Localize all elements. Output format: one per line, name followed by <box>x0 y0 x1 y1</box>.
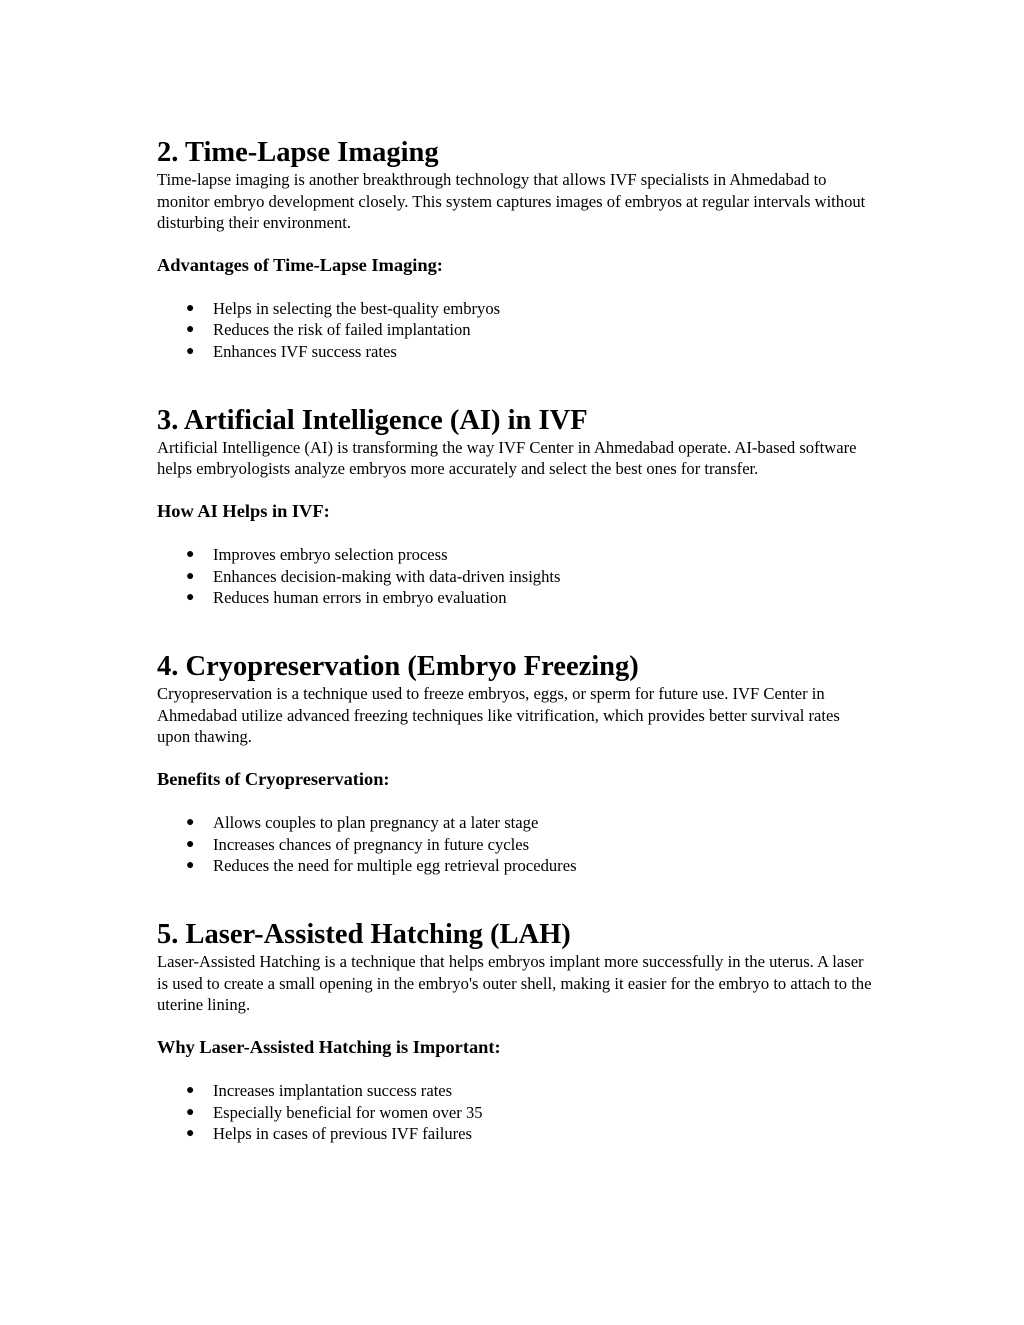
list-item <box>186 1080 872 1102</box>
section-paragraph: Time-lapse imaging is another breakthrough technology that allows IVF specialists in Ahmedabad to monitor embryo development closely. This system captures images of embryos at regular intervals without disturbing their environment. <box>157 170 866 233</box>
list-item-text: Increases chances of pregnancy in future cycles <box>213 834 530 854</box>
list-item <box>186 587 872 609</box>
list-item <box>186 298 872 320</box>
bullet-list <box>157 544 872 609</box>
section-heading: 4. Cryopreservation (Embryo Freezing) <box>157 651 639 683</box>
bullet-icon: ● <box>186 590 195 606</box>
list-item-text: Reduces the need for multiple egg retrieval procedures <box>213 856 577 876</box>
list-item <box>186 855 872 877</box>
list-item <box>186 812 872 834</box>
bullet-icon: ● <box>186 322 195 338</box>
list-item-text: Especially beneficial for women over 35 <box>213 1102 483 1122</box>
section-artificial-intelligence <box>157 404 872 609</box>
section-subheading: Advantages of Time-Lapse Imaging: <box>157 254 443 275</box>
bullet-icon: ● <box>186 836 195 852</box>
section-time-lapse-imaging <box>157 136 872 363</box>
section-paragraph: Artificial Intelligence (AI) is transforming the way IVF Center in Ahmedabad operate. AI-based software helps embryologists analyze embryos more accurately and select the best ones for transfer. <box>157 437 857 479</box>
bullet-list <box>157 298 872 363</box>
bullet-icon: ● <box>186 1126 195 1142</box>
section-cryopreservation <box>157 650 872 877</box>
section-subheading: How AI Helps in IVF: <box>157 501 330 522</box>
list-item <box>186 319 872 341</box>
list-item <box>186 566 872 588</box>
section-heading: 3. Artificial Intelligence (AI) in IVF <box>157 404 588 436</box>
bullet-icon: ● <box>186 568 195 584</box>
list-item <box>186 834 872 856</box>
section-paragraph: Cryopreservation is a technique used to freeze embryos, eggs, or sperm for future use. IVF Center in Ahmedabad utilize advanced freezing techniques like vitrification, which provides better survival rates upon thawing. <box>157 684 840 747</box>
bullet-icon: ● <box>186 300 195 316</box>
section-subheading: Benefits of Cryopreservation: <box>157 768 390 789</box>
section-laser-assisted-hatching <box>157 918 872 1145</box>
list-item <box>186 1102 872 1124</box>
list-item-text: Helps in selecting the best-quality embryos <box>213 298 501 318</box>
list-item-text: Reduces human errors in embryo evaluation <box>213 588 507 608</box>
list-item <box>186 341 872 363</box>
list-item <box>186 544 872 566</box>
list-item-text: Increases implantation success rates <box>213 1080 453 1100</box>
bullet-icon: ● <box>186 1104 195 1120</box>
section-subheading: Why Laser-Assisted Hatching is Important: <box>157 1036 501 1057</box>
list-item-text: Reduces the risk of failed implantation <box>213 320 471 340</box>
list-item-text: Enhances IVF success rates <box>213 342 397 362</box>
list-item-text: Helps in cases of previous IVF failures <box>213 1124 472 1144</box>
list-item <box>186 1123 872 1145</box>
section-heading: 5. Laser-Assisted Hatching (LAH) <box>157 919 571 951</box>
bullet-icon: ● <box>186 1082 195 1098</box>
section-heading: 2. Time-Lapse Imaging <box>157 137 439 168</box>
bullet-icon: ● <box>186 547 195 563</box>
list-item-text: Allows couples to plan pregnancy at a later stage <box>213 812 539 832</box>
bullet-list <box>157 1080 872 1145</box>
bullet-icon: ● <box>186 344 195 360</box>
bullet-icon: ● <box>186 814 195 830</box>
document-page <box>157 136 872 1145</box>
list-item-text: Improves embryo selection process <box>213 545 448 565</box>
section-paragraph: Laser-Assisted Hatching is a technique that helps embryos implant more successfully in the uterus. A laser is used to create a small opening in the embryo's outer shell, making it easier for the embryo to attach to the uterine lining. <box>157 952 872 1015</box>
bullet-list <box>157 812 872 877</box>
list-item-text: Enhances decision-making with data-driven insights <box>213 566 561 586</box>
bullet-icon: ● <box>186 858 195 874</box>
